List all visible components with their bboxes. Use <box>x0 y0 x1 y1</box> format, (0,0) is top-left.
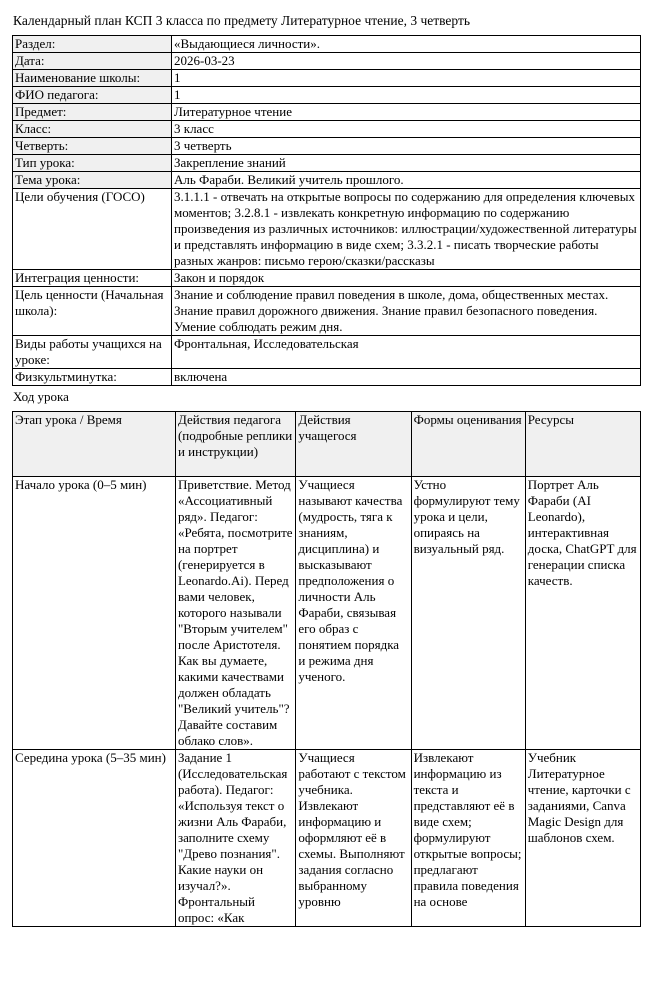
meta-value: Аль Фараби. Великий учитель прошлого. <box>172 172 641 189</box>
plan-cell: Учащиеся называют качества (мудрость, тяга к знаниям, дисциплина) и высказывают предположения о личности Аль Фараби, связывая его образ с понятием порядка и режима дня ученого. <box>296 477 411 750</box>
meta-key: Тема урока: <box>13 172 172 189</box>
meta-key: Наименование школы: <box>13 70 172 87</box>
meta-key: Цели обучения (ГОСО) <box>13 189 172 270</box>
meta-key: Класс: <box>13 121 172 138</box>
meta-value: 1 <box>172 87 641 104</box>
meta-value: 3 класс <box>172 121 641 138</box>
plan-header-cell: Действия учащегося <box>296 412 411 477</box>
plan-header-row <box>13 412 641 477</box>
meta-value: включена <box>172 369 641 386</box>
meta-value: Литературное чтение <box>172 104 641 121</box>
meta-key: Четверть: <box>13 138 172 155</box>
meta-value: Знание и соблюдение правил поведения в школе, дома, общественных местах. Знание правил дорожного движения. Знание правил безопасного поведения. Умение соблюдать режим дня. <box>172 287 641 336</box>
plan-cell: Устно формулируют тему урока и цели, опираясь на визуальный ряд. <box>411 477 525 750</box>
meta-key: Тип урока: <box>13 155 172 172</box>
lesson-plan-table <box>12 411 641 927</box>
meta-row <box>13 87 641 104</box>
plan-header-cell: Формы оценивания <box>411 412 525 477</box>
meta-key: ФИО педагога: <box>13 87 172 104</box>
meta-value: Закрепление знаний <box>172 155 641 172</box>
meta-value: 1 <box>172 70 641 87</box>
plan-cell: Приветствие. Метод «Ассоциативный ряд». Педагог: «Ребята, посмотрите на портрет (генерируется в Leonardo.Ai). Перед вами человек, которого называли "Вторым учителем" после Аристотеля. Как вы думаете, какими качествами должен обладать "Великий учитель"? Давайте составим облако слов». <box>175 477 295 750</box>
plan-cell: Начало урока (0–5 мин) <box>13 477 176 750</box>
meta-row <box>13 70 641 87</box>
plan-row <box>13 750 641 927</box>
meta-row <box>13 121 641 138</box>
meta-value: «Выдающиеся личности». <box>172 36 641 53</box>
meta-key: Виды работы учащихся на уроке: <box>13 336 172 369</box>
meta-value: Закон и порядок <box>172 270 641 287</box>
plan-cell: Учащиеся работают с текстом учебника. Извлекают информацию и оформляют её в схемы. Выполняют задания согласно выбранному уровню <box>296 750 411 927</box>
plan-row <box>13 477 641 750</box>
meta-key: Предмет: <box>13 104 172 121</box>
meta-row <box>13 287 641 336</box>
meta-row <box>13 336 641 369</box>
meta-row <box>13 53 641 70</box>
lesson-meta-table <box>12 35 641 386</box>
meta-row <box>13 270 641 287</box>
meta-value: Фронтальная, Исследовательская <box>172 336 641 369</box>
meta-key: Раздел: <box>13 36 172 53</box>
meta-row <box>13 104 641 121</box>
meta-row <box>13 172 641 189</box>
plan-header-cell: Этап урока / Время <box>13 412 176 477</box>
plan-header-cell: Действия педагога (подробные реплики и инструкции) <box>175 412 295 477</box>
section-heading: Ход урока <box>13 389 69 404</box>
meta-row <box>13 155 641 172</box>
plan-cell: Портрет Аль Фараби (AI Leonardo), интерактивная доска, ChatGPT для генерации списка качеств. <box>525 477 640 750</box>
meta-row <box>13 369 641 386</box>
meta-key: Дата: <box>13 53 172 70</box>
plan-cell: Середина урока (5–35 мин) <box>13 750 176 927</box>
meta-value: 2026-03-23 <box>172 53 641 70</box>
meta-value: 3 четверть <box>172 138 641 155</box>
plan-cell: Извлекают информацию из текста и представляют её в виде схем; формулируют открытые вопросы; предлагают правила поведения на основе <box>411 750 525 927</box>
meta-key: Физкультминутка: <box>13 369 172 386</box>
meta-key: Цель ценности (Начальная школа): <box>13 287 172 336</box>
meta-value: 3.1.1.1 - отвечать на открытые вопросы по содержанию для определения ключевых моментов; 3.2.8.1 - извлекать конкретную информацию по содержанию произведения из различных источников: иллюстрации/художественной литературы и представлять информацию в виде схем; 3.3.2.1 - писать творческие работы разных жанров: письмо герою/сказки/рассказы <box>172 189 641 270</box>
page-title: Календарный план КСП 3 класса по предмету Литературное чтение, 3 четверть <box>13 13 471 28</box>
plan-cell: Учебник Литературное чтение, карточки с заданиями, Canva Magic Design для шаблонов схем. <box>525 750 640 927</box>
meta-row <box>13 189 641 270</box>
plan-cell: Задание 1 (Исследовательская работа). Педагог: «Используя текст о жизни Аль Фараби, заполните схему "Древо познания". Какие науки он изучал?». Фронтальный опрос: «Как <box>175 750 295 927</box>
plan-header-cell: Ресурсы <box>525 412 640 477</box>
meta-row <box>13 36 641 53</box>
meta-row <box>13 138 641 155</box>
meta-key: Интеграция ценности: <box>13 270 172 287</box>
